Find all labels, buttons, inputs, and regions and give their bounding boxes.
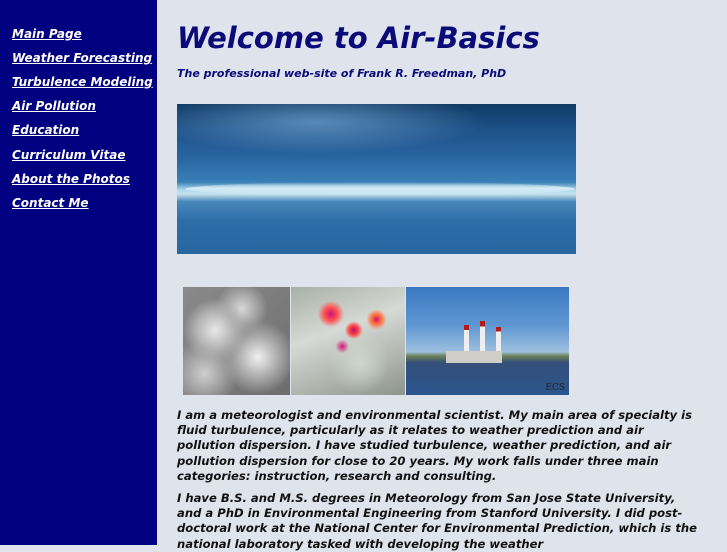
nav-link-main-page[interactable]: Main Page	[12, 27, 82, 41]
turbulence-image	[183, 287, 290, 395]
cloud-banner-image	[177, 104, 576, 254]
nav-link-weather-forecasting[interactable]: Weather Forecasting	[12, 51, 153, 65]
nav-link-contact-me[interactable]: Contact Me	[12, 196, 89, 210]
intro-paragraph: I am a meteorologist and environmental scientist. My main area of specialty is fluid turbulence, particularly as it relates to weather prediction and air pollution dispersion. I have studied turbulence, weather prediction, and air pollution dispersion for close to 20 years. My work falls under three main categories: instruction, research and consulting.	[177, 408, 692, 483]
nav-link-curriculum-vitae[interactable]: Curriculum Vitae	[12, 148, 126, 162]
photo-signature: ECS	[545, 383, 565, 393]
radar-image	[291, 287, 405, 395]
sidebar-nav	[0, 0, 157, 545]
education-paragraph: I have B.S. and M.S. degrees in Meteorology from San Jose State University, and a PhD in Environmental Engineering from Stanford University. I did post-doctoral work at the National Center for Environmental Prediction, which is the national laboratory tasked with developing the weather	[177, 491, 698, 551]
cloud-layer	[185, 182, 575, 196]
page-subtitle: The professional web-site of Frank R. Freedman, PhD	[177, 67, 507, 80]
page-title: Welcome to Air-Basics	[177, 21, 540, 55]
nav-link-turbulence-modeling[interactable]: Turbulence Modeling	[12, 75, 153, 89]
nav-link-air-pollution[interactable]: Air Pollution	[12, 99, 96, 113]
plant-building	[446, 351, 502, 363]
power-plant-image	[406, 287, 569, 395]
nav-link-education[interactable]: Education	[12, 123, 80, 137]
main-content	[157, 0, 727, 551]
nav-link-about-the-photos[interactable]: About the Photos	[12, 172, 130, 186]
